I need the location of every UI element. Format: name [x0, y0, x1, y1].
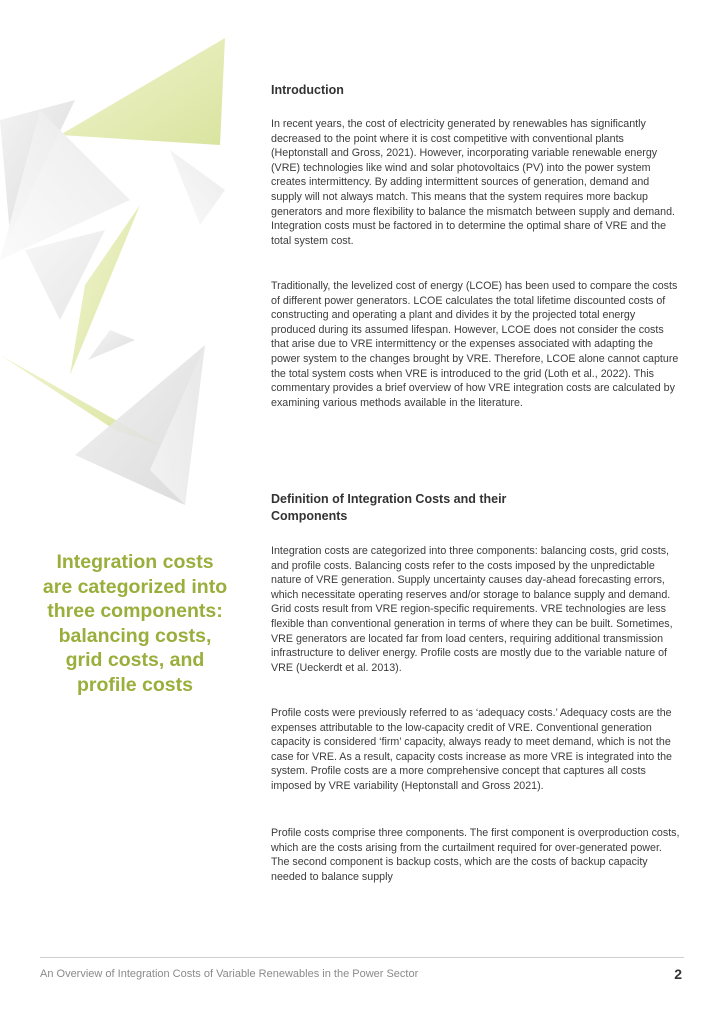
triangle-shape	[60, 38, 225, 145]
section-heading-definition: Definition of Integration Costs and their Components	[271, 492, 507, 523]
page-number: 2	[674, 966, 682, 982]
section-heading-introduction: Introduction	[271, 83, 344, 97]
triangle-shape	[170, 150, 225, 225]
triangle-shape	[88, 330, 135, 360]
paragraph: Profile costs were previously referred to as ‘adequacy costs.’ Adequacy costs are the expenses attributable to the low-capacity credit of VRE. Conventional generation capacity is considered ‘firm’ capacity, always ready to meet demand, which is not the case for VRE. As a result, capacity costs increase as more VRE is integrated into the system. Profile costs are a more comprehensive concept that captures all costs imposed by VRE variability (Heptonstall and Gross 2021).	[271, 707, 672, 792]
paragraph: In recent years, the cost of electricity generated by renewables has significantly decreased to the point where it is cost competitive with conventional plants (Heptonstall and Gross, 2021). However, incorporating variable renewable energy (VRE) technologies like wind and solar photovoltaics (PV) into the power system creates intermittency. By adding intermittent sources of generation, demand and supply will not always match. This means that the system requires more backup generators and more flexibility to balance the mismatch between supply and demand. Integration costs must be factored in to determine the optimal share of VRE and the total system cost.	[271, 118, 675, 247]
footer-title: An Overview of Integration Costs of Variable Renewables in the Power Sector	[40, 968, 419, 980]
paragraph: Traditionally, the levelized cost of energy (LCOE) has been used to compare the costs of different power generators. LCOE calculates the total lifetime discounted costs of constructing and operating a plant and divides it by the projected total energy produced during its assumed lifespan. However, LCOE does not consider the costs that arise due to VRE intermittency or the expenses associated with adapting the power system to the changes brought by VRE. Therefore, LCOE alone cannot capture the total system costs when VRE is introduced to the grid (Loth et al., 2022). This commentary provides a brief overview of how VRE integration costs are calculated by examining various methods available in the literature.	[271, 280, 679, 409]
pull-quote: Integration costs are categorized into three components: balancing costs, grid costs, and profile costs	[42, 551, 228, 696]
footer-divider	[40, 957, 684, 958]
decorative-triangles	[0, 0, 260, 520]
paragraph: Profile costs comprise three components. The first component is overproduction costs, which are the costs arising from the curtailment required for over-generated power. The second component is backup costs, which are the costs of backup capacity needed to balance supply	[271, 827, 680, 883]
paragraph: Integration costs are categorized into three components: balancing costs, grid costs, and profile costs. Balancing costs refer to the costs imposed by the unpredictable nature of VRE generation. Supply uncertainty causes day-ahead forecasting errors, which necessitate operating reserves and/or storage to balance supply and demand. Grid costs result from VRE region-specific requirements. VRE technologies are less flexible than conventional generation in terms of where they can be built. Sometimes, VRE generators are located far from load centers, requiring additional transmission infrastructure to deliver energy. Profile costs are mostly due to the variable nature of VRE (Ueckerdt et al. 2013).	[271, 545, 673, 674]
